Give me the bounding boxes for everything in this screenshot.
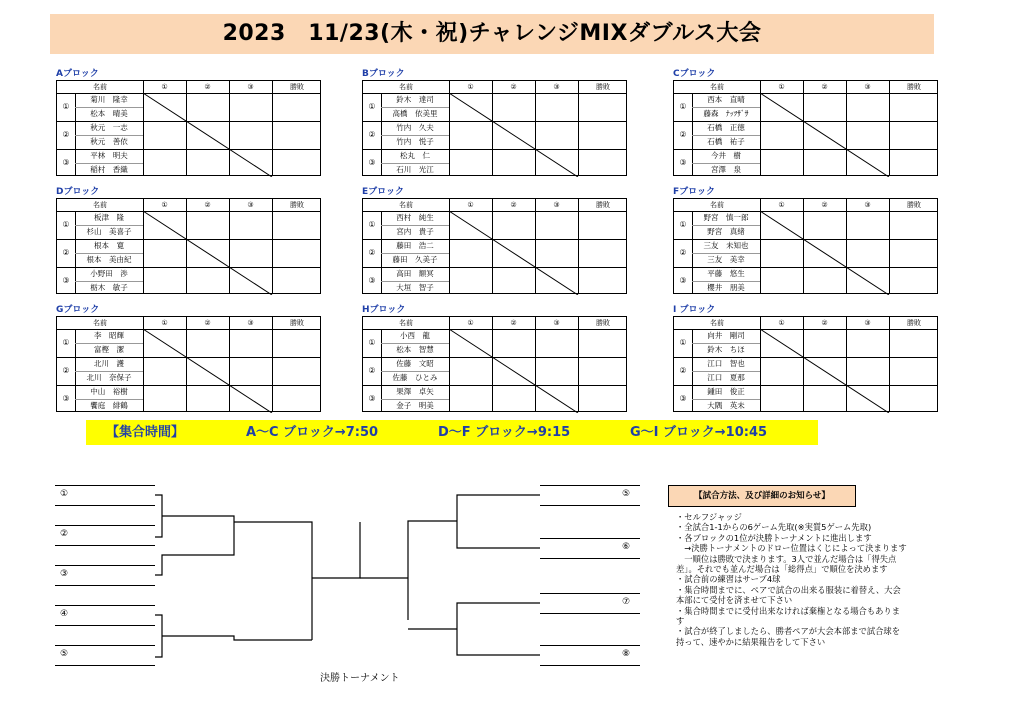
left-slot-number: ② (60, 529, 69, 539)
page-title: 2023 11/23(木・祝)チャレンジMIXダブルス大会 (50, 14, 934, 54)
assembly-time-label: 【集合時間】 (106, 425, 185, 440)
row-number: ① (368, 338, 376, 347)
slot-line (55, 505, 155, 506)
notice-line: 一順位は勝敗で決まります。3人で並んだ場合は「得失点 (676, 553, 897, 564)
slot-line (55, 485, 155, 486)
player-name: 江口 智也 (707, 359, 745, 368)
player-name: 今井 樹 (711, 151, 741, 160)
block-label: Eブロック (362, 187, 404, 197)
player-name: 西村 純生 (396, 213, 434, 222)
player-name: 野宮 慎一郎 (703, 213, 749, 222)
row-number: ② (679, 130, 687, 139)
header-name: 名前 (399, 201, 413, 209)
right-slot-number: ⑤ (622, 489, 631, 499)
right-slot-number: ⑧ (622, 649, 631, 659)
player-name: 竹内 悦子 (396, 137, 434, 146)
notice-line: ・集合時間までに、ペアで試合の出来る服装に着替え、大会 (676, 584, 901, 595)
header-c3: ③ (247, 83, 254, 91)
player-name: 北川 護 (94, 359, 124, 368)
player-name: 石橋 正徳 (707, 123, 745, 132)
row-number: ② (62, 130, 70, 139)
header-result: 勝敗 (290, 83, 304, 91)
header-name: 名前 (93, 83, 107, 91)
bracket-line (155, 495, 162, 537)
header-name: 名前 (93, 319, 107, 327)
row-number: ① (368, 220, 376, 229)
slot-line (540, 505, 640, 506)
player-name: 板津 隆 (94, 213, 124, 222)
row-number: ② (679, 248, 687, 257)
header-c1: ① (161, 83, 168, 91)
slot-line (55, 585, 155, 586)
slot-line (540, 593, 640, 594)
header-c3: ③ (247, 319, 254, 327)
player-name: 大垣 智子 (396, 283, 434, 292)
header-name: 名前 (710, 83, 724, 91)
player-name: 高田 額冥 (396, 269, 434, 278)
header-c1: ① (778, 83, 785, 91)
block-label: Hブロック (362, 305, 406, 315)
row-number: ③ (368, 158, 376, 167)
header-result: 勝敗 (596, 319, 610, 327)
player-name: 三友 未知也 (703, 241, 749, 250)
row-number: ① (368, 102, 376, 111)
header-c3: ③ (553, 83, 560, 91)
row-number: ① (679, 102, 687, 111)
row-number: ② (368, 248, 376, 257)
notice-line: →決勝トーナメントのドロー位置はくじによって決まります (676, 543, 907, 554)
player-name: 藤田 浩二 (396, 241, 434, 250)
notice-line: ・集合時間までに受付出来なければ棄権となる場合もありま (676, 605, 901, 616)
player-name: 竹内 久夫 (396, 123, 434, 132)
block-label: Dブロック (56, 187, 100, 197)
header-result: 勝敗 (290, 319, 304, 327)
player-name: 三友 美幸 (707, 255, 745, 264)
player-name: 佐藤 ひとみ (392, 373, 438, 382)
header-c1: ① (778, 319, 785, 327)
header-c3: ③ (553, 319, 560, 327)
slot-line (55, 625, 155, 626)
header-c3: ③ (864, 201, 871, 209)
player-name: 鈴木 ちほ (707, 345, 745, 354)
player-name: 松本 智慧 (396, 345, 434, 354)
player-name: 根本 寛 (94, 241, 124, 250)
header-c3: ③ (553, 201, 560, 209)
row-number: ③ (368, 394, 376, 403)
bracket-line (155, 615, 162, 657)
tournament-label: 決勝トーナメント (320, 673, 400, 684)
slot-line (540, 538, 640, 539)
header-name: 名前 (399, 83, 413, 91)
player-name: 松本 晴美 (90, 109, 128, 118)
block-label: Bブロック (362, 69, 405, 79)
header-c2: ② (204, 319, 211, 327)
notice-line: ・全試合1-1からの6ゲーム先取(※実質5ゲーム先取) (676, 522, 872, 533)
player-name: 大隅 英未 (707, 401, 745, 410)
left-slot-number: ④ (60, 609, 69, 619)
header-name: 名前 (710, 319, 724, 327)
row-number: ③ (679, 394, 687, 403)
player-name: 果澤 卓矢 (396, 387, 434, 396)
player-name: 平林 明夫 (90, 151, 128, 160)
header-result: 勝敗 (907, 319, 921, 327)
player-name: 藤森 ﾅｯﾂｻﾞｻ (703, 109, 749, 118)
player-name: 栃木 敏子 (90, 283, 128, 292)
player-name: 江口 夏那 (707, 373, 745, 382)
header-c2: ② (821, 319, 828, 327)
notice-line: ・試合が終了しましたら、勝者ペアが大会本部まで試合球を (676, 626, 901, 637)
block-label: Aブロック (56, 69, 99, 79)
notice-line: ・セルフジャッジ (676, 512, 742, 522)
row-number: ③ (679, 158, 687, 167)
slot-line (540, 558, 640, 559)
slot-line (55, 605, 155, 606)
notice-title: 【試合方法、及び詳細のお知らせ】 (668, 485, 856, 507)
player-name: 秋元 善依 (90, 137, 128, 146)
left-slot-number: ① (60, 489, 69, 499)
header-c1: ① (161, 201, 168, 209)
slot-line (540, 485, 640, 486)
notice-line: 差」。それでも並んだ場合は「総得点」で順位を決めます (676, 564, 888, 575)
player-name: 石川 光江 (396, 165, 434, 174)
header-c2: ② (821, 83, 828, 91)
row-number: ② (679, 366, 687, 375)
header-result: 勝敗 (907, 83, 921, 91)
notice-line: ・試合前の練習はサーブ4球 (676, 574, 781, 585)
header-c1: ① (161, 319, 168, 327)
slot-line (540, 665, 640, 666)
player-name: 宮澤 泉 (711, 165, 741, 174)
row-number: ② (62, 366, 70, 375)
notice-line: す (676, 616, 685, 627)
bracket-line (312, 522, 360, 578)
slot-line (540, 645, 640, 646)
block-label: Cブロック (673, 69, 716, 79)
player-name: 藤田 久美子 (392, 255, 438, 264)
player-name: 松丸 仁 (400, 151, 430, 160)
slot-line (55, 565, 155, 566)
player-name: 富樫 潔 (94, 345, 124, 354)
player-name: 秋元 一志 (90, 123, 128, 132)
player-name: 西本 直晴 (707, 95, 745, 104)
slot-line (55, 525, 155, 526)
assembly-time-gi: G～I ブロック→10:45 (630, 425, 768, 440)
row-number: ② (368, 366, 376, 375)
block-label: Fブロック (673, 187, 715, 197)
row-number: ① (62, 102, 70, 111)
bracket-line (457, 603, 540, 655)
block-label: Gブロック (56, 305, 100, 315)
header-c2: ② (510, 83, 517, 91)
player-name: 宮内 貴子 (396, 227, 434, 236)
player-name: 小西 龍 (400, 331, 430, 340)
row-number: ③ (679, 276, 687, 285)
right-slot-number: ⑦ (622, 597, 631, 607)
notice-line: ・各ブロックの1位が決勝トーナメントに進出します (676, 532, 872, 543)
row-number: ① (679, 338, 687, 347)
player-name: 向井 剛司 (707, 331, 745, 340)
notice-line: 持って、速やかに結果報告をして下さい (676, 636, 826, 647)
left-slot-number: ⑤ (60, 649, 69, 659)
player-name: 中山 裕樹 (90, 387, 128, 396)
player-name: 鍾田 俊正 (707, 387, 745, 396)
right-slot-number: ⑥ (622, 542, 631, 552)
row-number: ② (62, 248, 70, 257)
player-name: 饗庭 緋鶴 (90, 401, 128, 410)
row-number: ② (368, 130, 376, 139)
row-number: ③ (62, 276, 70, 285)
bracket-line (234, 522, 312, 640)
player-name: 平藤 悠生 (707, 269, 745, 278)
assembly-time-ac: A～C ブロック→7:50 (246, 425, 379, 440)
player-name: 菊川 隆幸 (90, 95, 128, 104)
header-result: 勝敗 (907, 201, 921, 209)
header-c1: ① (778, 201, 785, 209)
notice-body (676, 512, 956, 647)
header-c2: ② (204, 83, 211, 91)
header-result: 勝敗 (596, 201, 610, 209)
player-name: 根本 美由紀 (86, 255, 132, 264)
header-c2: ② (821, 201, 828, 209)
player-name: 野宮 真緒 (707, 227, 745, 236)
header-c3: ③ (864, 83, 871, 91)
header-name: 名前 (399, 319, 413, 327)
block-label: I ブロック (673, 305, 716, 315)
bracket-line (162, 636, 312, 640)
player-name: 小野田 渉 (90, 269, 128, 278)
row-number: ③ (368, 276, 376, 285)
header-c1: ① (467, 83, 474, 91)
header-name: 名前 (93, 201, 107, 209)
row-number: ③ (62, 158, 70, 167)
header-c3: ③ (864, 319, 871, 327)
notice-line: 本部にて受付を済ませて下さい (676, 595, 793, 606)
slot-line (55, 545, 155, 546)
header-c1: ① (467, 201, 474, 209)
slot-line (540, 613, 640, 614)
player-name: 金子 明美 (396, 401, 434, 410)
left-slot-number: ③ (60, 569, 69, 579)
player-name: 鈴木 達司 (396, 95, 434, 104)
row-number: ① (62, 220, 70, 229)
player-name: 北川 奈保子 (86, 373, 132, 382)
player-name: 杉山 美喜子 (86, 227, 132, 236)
bracket-line (408, 521, 457, 620)
slot-line (55, 665, 155, 666)
player-name: 佐藤 文昭 (396, 359, 434, 368)
bracket-line (457, 495, 540, 548)
slot-line (55, 645, 155, 646)
header-result: 勝敗 (290, 201, 304, 209)
player-name: 石橋 祐子 (707, 137, 745, 146)
row-number: ① (62, 338, 70, 347)
header-c1: ① (467, 319, 474, 327)
bracket-line (155, 516, 234, 575)
row-number: ③ (62, 394, 70, 403)
player-name: 李 昭輝 (94, 331, 124, 340)
player-name: 高橋 依美里 (392, 109, 438, 118)
header-name: 名前 (710, 201, 724, 209)
header-result: 勝敗 (596, 83, 610, 91)
row-number: ① (679, 220, 687, 229)
header-c3: ③ (247, 201, 254, 209)
player-name: 櫻井 朋美 (707, 283, 745, 292)
player-name: 稲村 香織 (90, 165, 128, 174)
assembly-time-df: D～F ブロック→9:15 (438, 425, 571, 440)
header-c2: ② (510, 201, 517, 209)
header-c2: ② (510, 319, 517, 327)
header-c2: ② (204, 201, 211, 209)
